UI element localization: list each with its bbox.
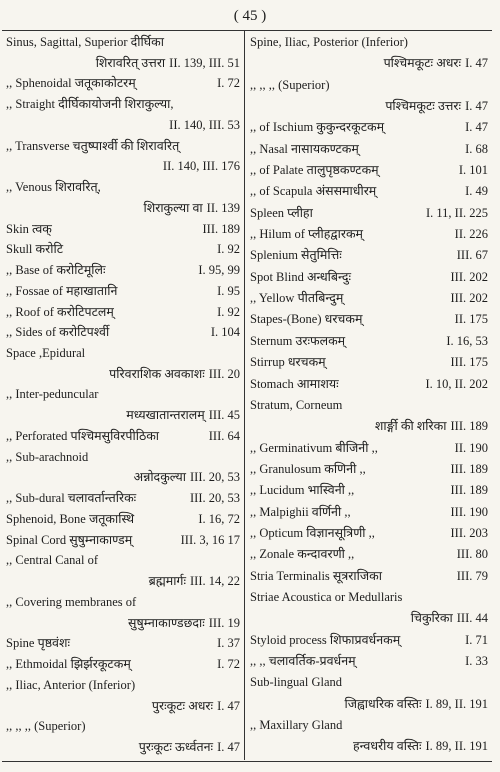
index-entry (250, 309, 488, 330)
index-entry (6, 198, 240, 219)
entry-term: Styloid process शिफाप्रवर्धनकम् (250, 632, 401, 647)
entry-term: Spine पृष्ठवंशः (6, 636, 71, 651)
entry-reference: I. 68 (465, 141, 488, 156)
entry-term: ,, Base of करोटिमूलिः (6, 263, 106, 278)
entry-reference: I. 47 (465, 120, 488, 135)
entry-term: पुरःकूटः ऊर्ध्वतनः (138, 739, 214, 754)
entry-reference: I. 101 (458, 163, 488, 178)
index-entry (250, 267, 488, 288)
index-entry (250, 736, 488, 757)
entry-reference: III. 3, 16 17 (180, 532, 240, 547)
index-entry (6, 571, 240, 592)
entry-reference: III. 203 (450, 525, 488, 540)
page-number: ( 45 ) (233, 8, 267, 24)
entry-reference: I. 89, II. 191 (425, 696, 488, 711)
index-column-left (6, 32, 240, 758)
index-entry (6, 239, 240, 260)
entry-term: ,, Covering membranes of (6, 594, 137, 609)
entry-term: शार्ङ्गी की शरिका (374, 419, 447, 434)
entry-term: पश्चिमकूटः उत्तरः (385, 99, 462, 114)
index-entry (250, 395, 488, 416)
entry-reference: I. 72 (217, 76, 240, 91)
entry-term: Spot Blind अन्धबिन्दुः (250, 269, 352, 284)
index-entry (250, 224, 488, 245)
entry-term: पुरःकूटः अधरः (151, 698, 214, 713)
entry-term: ,, Yellow पीतबिन्दुम् (250, 291, 344, 306)
index-entry (6, 530, 240, 551)
entry-reference: III. 67 (456, 248, 488, 263)
entry-reference: III. 14, 22 (190, 574, 240, 589)
index-entry (6, 592, 240, 613)
entry-term: ,, of Scapula अंससमाधीरम् (250, 184, 377, 199)
entry-reference: I. 47 (465, 99, 488, 114)
entry-term: Spinal Cord सुषुम्नाकाण्डम् (6, 532, 133, 547)
entry-reference: II. 139 (206, 200, 240, 215)
index-entry (250, 352, 488, 373)
index-entry (250, 374, 488, 395)
entry-term: Stirrup धरचकम् (250, 355, 326, 370)
entry-term: Stratum, Corneum (250, 397, 343, 412)
entry-term: Splenium सेतुमित्तिः (250, 248, 342, 263)
entry-reference: I. 92 (217, 242, 240, 257)
entry-reference: I. 95 (217, 283, 240, 298)
entry-term: ,, Opticum विज्ञानसूत्रिणी ,, (250, 525, 375, 540)
entry-term: ,, Granulosum कणिनी ,, (250, 461, 366, 476)
entry-term: शिरावरित् उत्तरा (95, 55, 166, 70)
entry-reference: I. 104 (210, 325, 240, 340)
column-divider (244, 30, 245, 760)
entry-reference: III. 20, 53 (190, 491, 240, 506)
index-entry (250, 523, 488, 544)
index-entry (250, 459, 488, 480)
entry-term: ,, Sphenoidal जतूकाकोटरम् (6, 76, 136, 91)
entry-reference: III. 79 (456, 568, 488, 583)
entry-term: ,, Fossae of महाखातानि (6, 283, 118, 298)
entry-term: ,, Sub-arachnoid (6, 449, 89, 464)
entry-term: Sinus, Sagittal, Superior दीर्घिका (6, 35, 164, 49)
entry-term: ,, Sides of करोटिपर्श्वी (6, 325, 110, 340)
index-entry (250, 203, 488, 224)
index-entry (6, 343, 240, 364)
index-entry (6, 405, 240, 426)
entry-reference: I. 92 (217, 304, 240, 319)
index-entry (6, 467, 240, 488)
entry-term: शिराकुल्या वा (143, 200, 203, 215)
index-entry (6, 219, 240, 240)
entry-reference: I. 11, II. 225 (425, 205, 488, 220)
index-entry (250, 630, 488, 651)
index-entry (250, 160, 488, 181)
index-entry (6, 675, 240, 696)
index-entry (6, 426, 240, 447)
entry-reference: I. 16, 72 (198, 511, 240, 526)
entry-term: ,, ,, ,, (Superior) (250, 77, 330, 92)
entry-reference: III. 44 (456, 611, 488, 626)
entry-term: ,, Venous शिरावरित्, (6, 180, 101, 195)
entry-term: ,, Germinativum बीजिनी ,, (250, 440, 378, 455)
index-entry (250, 53, 488, 74)
index-entry (250, 331, 488, 352)
entry-reference: I. 10, II. 202 (425, 376, 488, 391)
entry-reference: III. 80 (456, 547, 488, 562)
index-entry (250, 651, 488, 672)
index-entry (6, 633, 240, 654)
entry-term: ,, Iliac, Anterior (Inferior) (6, 677, 136, 692)
index-entry (6, 260, 240, 281)
entry-term: परिवराशिक अवकाशः (109, 366, 205, 381)
entry-reference: II. 190 (454, 440, 488, 455)
entry-term: ,, Straight दीर्घिकायोजनी शिराकुल्या, (6, 97, 174, 112)
entry-term: Sub-lingual Gland (250, 675, 343, 690)
entry-reference: II. 226 (454, 227, 488, 242)
entry-reference: II. 140, III. 53 (169, 117, 240, 132)
entry-term: हन्वधरीय वस्तिः (353, 739, 422, 754)
entry-reference: I. 33 (465, 653, 488, 668)
index-entry (250, 245, 488, 266)
entry-term: ,, ,, चलावर्तिक-प्रवर्धनम् (250, 653, 356, 668)
entry-reference: I. 71 (465, 632, 488, 647)
entry-term: ,, of Ischium कुकुन्दरकूटकम् (250, 120, 385, 135)
entry-term: Skin त्वक् (6, 221, 52, 236)
entry-reference: I. 47 (217, 698, 240, 713)
index-entry (250, 96, 488, 117)
entry-reference: I. 89, II. 191 (425, 739, 488, 754)
index-entry (6, 737, 240, 758)
entry-reference: III. 189 (202, 221, 240, 236)
entry-reference: II. 140, III. 176 (162, 159, 240, 174)
entry-term: ,, Ethmoidal झिर्झरकूटकम् (6, 657, 131, 672)
index-entry (250, 75, 488, 96)
entry-term: Skull करोटि (6, 242, 64, 257)
entry-term: Space ,Epidural (6, 346, 86, 361)
entry-term: ,, Transverse चतुष्पार्श्वी की शिरावरित् (6, 138, 180, 153)
index-entry (250, 544, 488, 565)
entry-term: Stria Terminalis सूत्रराजिका (250, 568, 382, 583)
index-entry (250, 694, 488, 715)
entry-term: ,, ,, ,, (Superior) (6, 719, 86, 734)
entry-reference: III. 189 (450, 483, 488, 498)
entry-reference: III. 189 (450, 461, 488, 476)
index-entry (6, 550, 240, 571)
entry-term: ,, Hilum of प्लीहद्वारकम् (250, 227, 364, 242)
entry-term: जिह्वाधरिक वस्तिः (344, 696, 422, 711)
entry-reference: III. 20 (208, 366, 240, 381)
index-entry (250, 117, 488, 138)
entry-term: Stomach आमाशयः (250, 376, 339, 391)
entry-reference: III. 20, 53 (190, 470, 240, 485)
index-entry (250, 32, 488, 53)
entry-reference: II. 139, III. 51 (169, 55, 240, 70)
entry-term: पश्चिमकूटः अधरः (383, 56, 462, 71)
entry-reference: III. 19 (208, 615, 240, 630)
entry-term: ,, Perforated पश्चिमसुविरपीठिका (6, 428, 160, 443)
index-entry (6, 177, 240, 198)
index-entry (250, 715, 488, 736)
entry-term: अन्नोदकुल्या (133, 470, 186, 485)
entry-reference: III. 202 (450, 291, 488, 306)
index-entry (250, 502, 488, 523)
entry-reference: I. 95, 99 (198, 263, 240, 278)
index-entry (6, 488, 240, 509)
entry-term: चिकुरिका (410, 611, 453, 626)
index-entry (6, 94, 240, 115)
entry-reference: III. 189 (450, 419, 488, 434)
index-entry (250, 672, 488, 693)
index-entry (6, 156, 240, 177)
index-entry (250, 438, 488, 459)
entry-reference: I. 47 (217, 739, 240, 754)
index-column-right (250, 32, 488, 758)
entry-term: Striae Acoustica or Medullaris (250, 589, 403, 604)
entry-term: ,, Maxillary Gland (250, 718, 343, 732)
entry-reference: III. 45 (208, 408, 240, 423)
entry-reference: I. 47 (465, 56, 488, 71)
entry-reference: III. 202 (450, 269, 488, 284)
index-entry (6, 613, 240, 634)
index-entry (6, 654, 240, 675)
index-entry (6, 447, 240, 468)
entry-reference: I. 16, 53 (446, 333, 488, 348)
entry-term: ,, Roof of करोटिपटलम् (6, 304, 114, 319)
entry-reference: III. 64 (208, 428, 240, 443)
index-entry (250, 288, 488, 309)
index-entry (250, 587, 488, 608)
index-entry (6, 32, 240, 53)
entry-term: ,, Sub-dural चलावर्तान्तरिकः (6, 491, 137, 506)
entry-term: ब्रह्ममार्गः (148, 574, 186, 589)
entry-reference: II. 175 (454, 312, 488, 327)
entry-reference: I. 49 (465, 184, 488, 199)
entry-term: सुषुम्नाकाण्डछदाः (128, 615, 205, 630)
index-entry (6, 53, 240, 74)
index-entry (6, 115, 240, 136)
entry-term: ,, of Palate तालुपृष्ठकण्टकम् (250, 163, 379, 178)
index-entry (6, 73, 240, 94)
entry-term: मध्यखातान्तरालम् (126, 408, 205, 423)
index-entry (250, 480, 488, 501)
index-entry (6, 364, 240, 385)
index-entry (6, 322, 240, 343)
entry-term: Spleen प्लीहा (250, 205, 313, 220)
entry-reference: III. 175 (450, 355, 488, 370)
entry-reference: III. 190 (450, 504, 488, 519)
index-entry (250, 566, 488, 587)
index-entry (6, 509, 240, 530)
entry-term: ,, Malpighii वर्णिनी ,, (250, 504, 351, 519)
index-entry (250, 608, 488, 629)
entry-term: ,, Nasal नासायकण्टकम् (250, 141, 359, 156)
index-entry (6, 281, 240, 302)
entry-term: ,, Lucidum भास्विनी ,, (250, 483, 355, 498)
entry-term: ,, Zonale कन्दावरणी ,, (250, 547, 355, 562)
entry-term: Sternum उरःफलकम् (250, 333, 346, 348)
index-entry (6, 696, 240, 717)
index-entry (250, 181, 488, 202)
index-entry (6, 136, 240, 157)
entry-term: Spine, Iliac, Posterior (Inferior) (250, 35, 408, 49)
entry-term: Stapes-(Bone) धरचकम् (250, 312, 363, 327)
index-entry (6, 302, 240, 323)
entry-term: ,, Inter-peduncular (6, 387, 99, 402)
entry-term: ,, Central Canal of (6, 553, 98, 568)
index-entry (250, 139, 488, 160)
entry-reference: I. 72 (217, 657, 240, 672)
index-entry (6, 384, 240, 405)
index-entry (6, 716, 240, 737)
index-entry (250, 416, 488, 437)
entry-term: Sphenoid, Bone जतूकास्थि (6, 511, 135, 526)
entry-reference: I. 37 (217, 636, 240, 651)
